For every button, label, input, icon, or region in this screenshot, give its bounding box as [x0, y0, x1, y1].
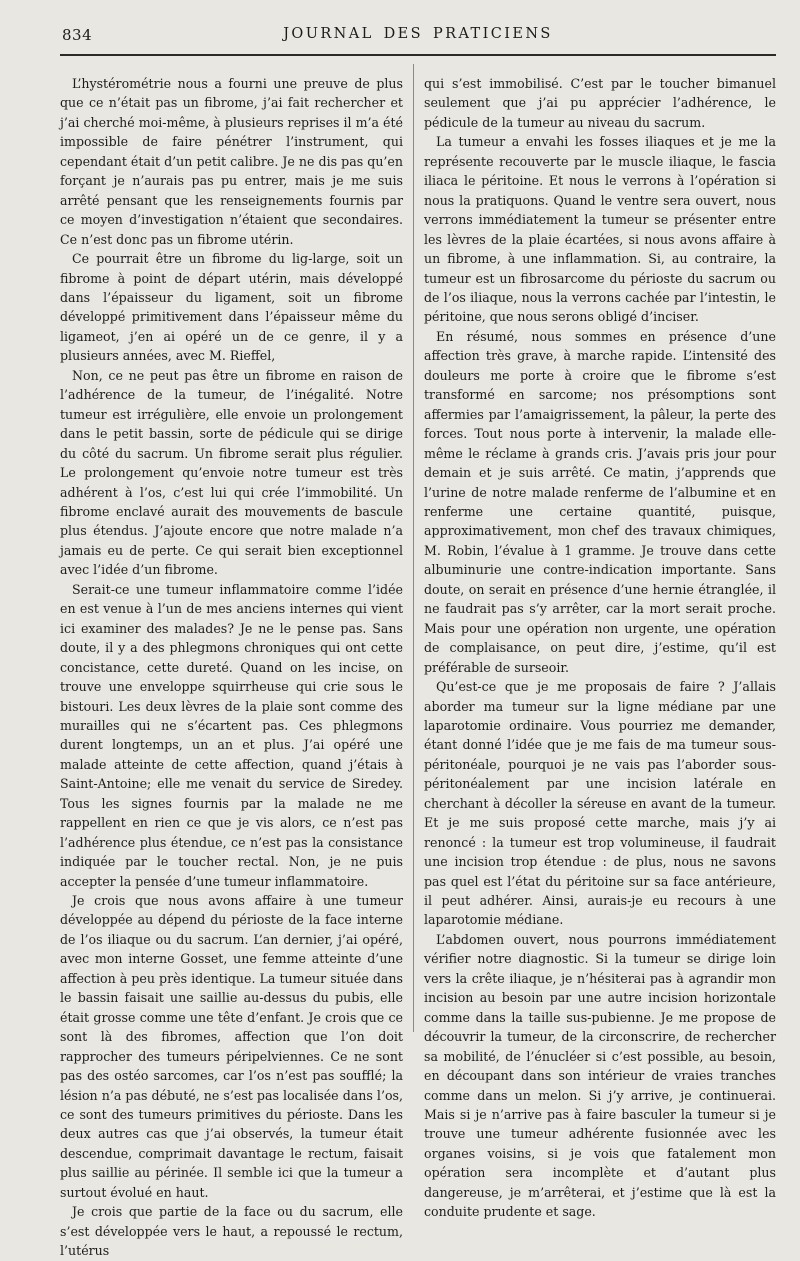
paragraph: Serait-ce une tumeur inflammatoire comme l’idée en est venue à l’un de mes anciens internes qui vient ici examiner des malades? Je ne le pense pas. Sans doute, il y a des phlegmons chroniques qui ont cette concistance, cette dureté. Quand on les incise, on trouve une enveloppe squirrheuse qui crie sous le bistouri. Les deux lèvres de la plaie sont comme des murailles qui ne s’écartent pas. Ces phlegmons durent longtemps, un an et plus. J’ai opéré une malade atteinte de cette affection, quand j’étais à Saint-Antoine; elle me venait du service de Siredey. Tous les signes fournis par la malade ne me rappellent en rien ce que je vis alors, ce n’est pas l’adhérence plus étendue, ce n’est pas la consistance indiquée par le toucher rectal. Non, je ne puis accepter la pensée d’une tumeur inflammatoire.: [60, 581, 403, 889]
paragraph: L’abdomen ouvert, nous pourrons immédiatement vérifier notre diagnostic. Si la tumeur se dirige loin vers la crête iliaque, je n’hésiterai pas à agrandir mon incision au besoin par une autre incision horizontale comme dans la taille sus-pubienne. Je me propose de découvrir la tumeur, de la circonscrire, de rechercher sa mobilité, de l’énucléer si c’est possible, au besoin, en découpant dans son intérieur de vraies tranches comme dans un melon. Si j’y arrive, je continuerai. Mais si je n’arrive pas à faire basculer la tumeur si je trouve une tumeur adhérente fusionnée avec les organes voisins, si je vois que fatalement mon opération sera incomplète et d’autant plus dangereuse, je m’arrêterai, et j’estime que là est la conduite prudente et sage.: [424, 931, 776, 1220]
paragraph: Je crois que partie de la face ou du sacrum, elle s’est développée vers le haut, a repoussé le rectum, l’utérus: [60, 1204, 403, 1259]
paragraph-continued: qui s’est immobilisé. C’est par le toucher bimanuel seulement que j’ai pu apprécier l’adhérence, le pédicule de la tumeur au niveau du sacrum.: [424, 76, 776, 130]
paragraph: En résumé, nous sommes en présence d’une affection très grave, à marche rapide. L’intensité des douleurs me porte à croire que le fibrome s’est transformé en sarcome; nos présomptions sont affermies par l’amaigrissement, la pâleur, la perte des forces. Tout nous porte à intervenir, la malade elle-même le réclame à grands cris. J’avais pris jour pour demain et je suis arrêté. Ce matin, j’apprends que l’urine de notre malade renferme de l’albumine et en renferme une certaine quantité, puisque, approximativement, mon chef des travaux chimiques, M. Robin, l’évalue à 1 gramme. Je trouve dans cette albuminurie une contre-indication importante. Sans doute, on serait en présence d’une hernie étranglée, il ne faudrait pas s’y arrêter, car la mort serait proche. Mais pour une opération non urgente, une opération de complaisance, on peut dire, j’estime, qu’il est préférable de surseoir.: [424, 328, 776, 675]
journal-title: JOURNAL DES PRATICIENS: [283, 26, 553, 42]
paragraph: Non, ce ne peut pas être un fibrome en raison de l’adhérence de la tumeur, de l’inégalité. Notre tumeur est irrégulière, elle envoie un prolongement dans le petit bassin, sorte de pédicule qui se dirige du côté du sacrum. Un fibrome serait plus régulier. Le prolongement qu’envoie notre tumeur est très adhérent à l’os, c’est lui qui crée l’immobilité. Un fibrome enclavé aurait des mouvements de bascule plus étendus. J’ajoute encore que notre malade n’a jamais eu de perte. Ce qui serait bien exceptionnel avec l’idée d’un fibrome.: [60, 367, 403, 578]
paragraph: Qu’est-ce que je me proposais de faire ? J’allais aborder ma tumeur sur la ligne médiane par une laparotomie ordinaire. Vous pourriez me demander, étant donné l’idée que je me fais de ma tumeur sous-péritonéale, pourquoi je ne vais pas l’aborder sous-péritonéalement par une incision latérale en cherchant à décoller la séreuse en avant de la tumeur. Et je me suis proposé cette marche, mais j’y ai renoncé : la tumeur est trop volumineuse, il faudrait une incision trop étendue : de plus, nous ne savons pas quel est l’état du péritoine sur sa face antérieure, il peut adhérer. Ainsi, aurais-je eu recours à une laparotomie médiane.: [424, 679, 776, 928]
header-rule: [60, 54, 776, 56]
paragraph: Ce pourrait être un fibrome du lig-large, soit un fibrome à point de départ utérin, mais développé dans l’épaisseur du ligament, soit un fibrome développé primitivement dans l’épaisseur même du ligameot, j’en ai opéré un de ce genre, il y a plusieurs années, avec M. Rieffel,: [60, 251, 403, 364]
right-column: [424, 74, 776, 1222]
paragraph: Je crois que nous avons affaire à une tumeur développée au dépend du périoste de la face interne de l’os iliaque ou du sacrum. L’an dernier, j’ai opéré, avec mon interne Gosset, une femme atteinte d’une affection à peu près identique. La tumeur située dans le bassin faisait une saillie au-dessus du pubis, elle était grosse comme une tête d’enfant. Je crois que ce sont là des fibromes, affection que l’on doit rapprocher des tumeurs péripelviennes. Ce ne sont pas des ostéo sarcomes, car l’os n’est pas soufflé; la lésion n’a pas débuté, ne s’est pas localisée dans l’os, ce sont des tumeurs primitives du périoste. Dans les deux autres cas que j’ai observés, la tumeur était descendue, comprimait davantage le rectum, faisait plus saillie au périnée. Il semble ici que la tumeur a surtout évolué en haut.: [60, 893, 403, 1200]
paragraph: L’hystérométrie nous a fourni une preuve de plus que ce n’était pas un fibrome, j’ai fait rechercher et j’ai cherché moi-même, à plusieurs reprises il m’a été impossible de faire pénétrer l’instrument, qui cependant était d’un petit calibre. Je ne dis pas qu’en forçant je n’aurais pas pu entrer, mais je me suis arrêté pensant que les renseignements fournis par ce moyen d’investigation n’étaient que secondaires. Ce n’est donc pas un fibrome utérin.: [60, 76, 404, 247]
paragraph: La tumeur a envahi les fosses iliaques et je me la représente recouverte par le muscle iliaque, le fascia iliaca le péritoine. Et nous le verrons à l’opération si nous la pratiquons. Quand le ventre sera ouvert, nous verrons immédiatement la tumeur se présenter entre les lèvres de la plaie écartées, si nous avons affaire à un fibrome, à une inflammation. Si, au contraire, la tumeur est un fibrosarcome du périoste du sacrum ou de l’os iliaque, nous la verrons cachée par l’intestin, le péritoine, que nous serons obligé d’inciser.: [424, 134, 776, 325]
page-header: [62, 26, 774, 52]
left-column: [60, 74, 403, 1261]
page-number: 834: [62, 26, 93, 44]
column-divider: [413, 64, 414, 1032]
